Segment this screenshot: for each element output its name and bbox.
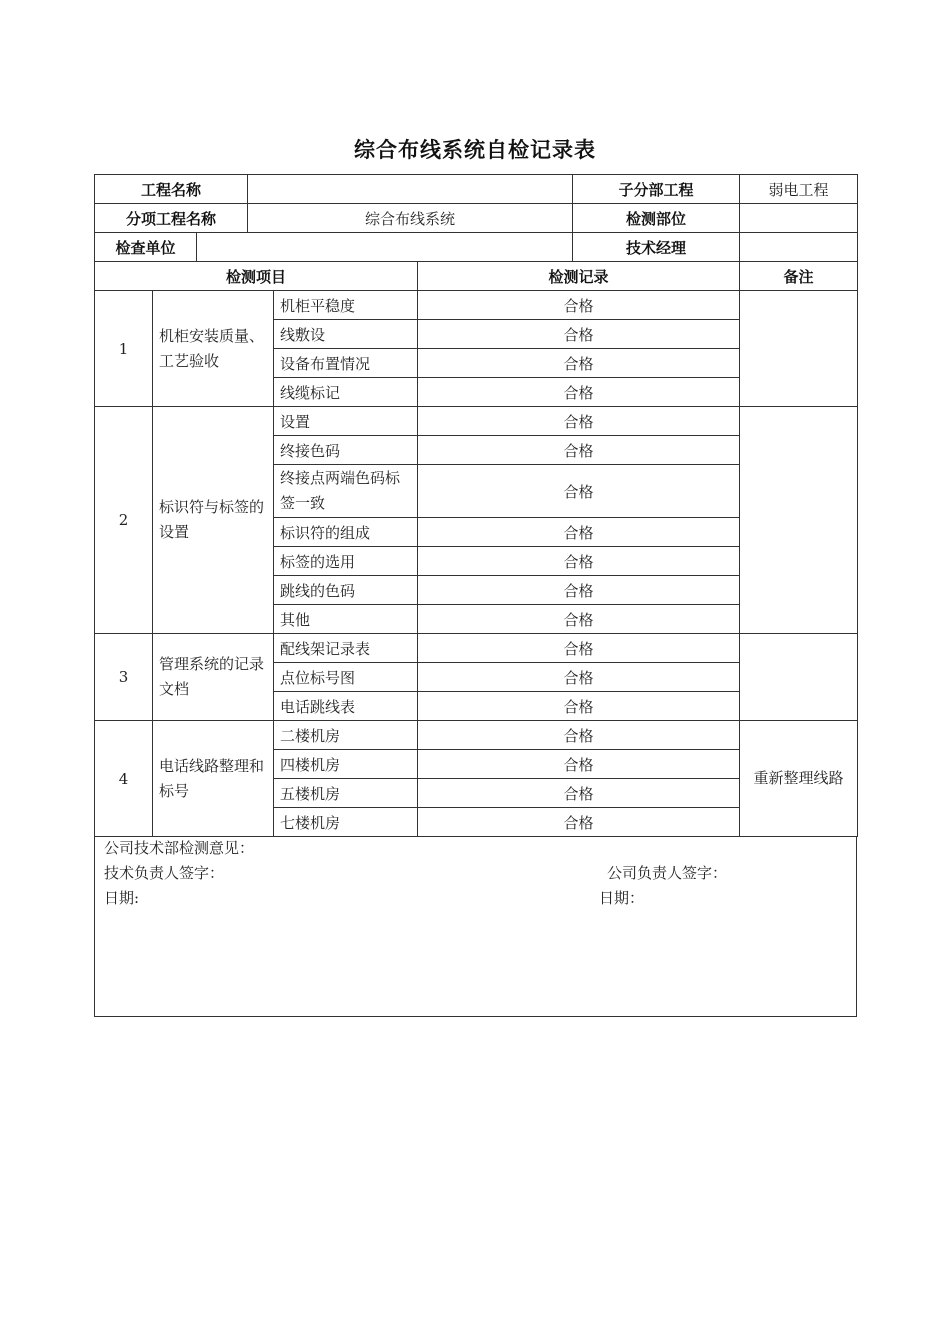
check-item: 标签的选用 [274,547,418,576]
tech-manager-label: 技术经理 [573,233,740,262]
item-project-label: 分项工程名称 [95,204,248,233]
tech-sign-label: 技术负责人签字： [104,864,225,882]
check-result[interactable]: 合格 [418,750,740,779]
check-result[interactable]: 合格 [418,634,740,663]
group-remark[interactable] [740,634,858,721]
date-line [104,886,847,911]
group-number: 3 [95,634,153,721]
group-remark[interactable] [740,407,858,634]
sign-line [104,861,847,886]
check-result[interactable]: 合格 [418,436,740,465]
check-result[interactable]: 合格 [418,407,740,436]
form-header-table [94,174,858,233]
group-remark[interactable]: 重新整理线路 [740,721,858,837]
signature-section[interactable] [95,836,857,1017]
opinion-label: 公司技术部检测意见： [104,839,255,857]
group-name: 电话线路整理和标号 [153,721,274,837]
check-result[interactable]: 合格 [418,518,740,547]
check-item: 终接色码 [274,436,418,465]
group-name: 标识符与标签的设置 [153,407,274,634]
check-item: 设备布置情况 [274,349,418,378]
check-result[interactable]: 合格 [418,779,740,808]
inspect-unit-value[interactable] [197,233,573,262]
check-item: 五楼机房 [274,779,418,808]
check-result[interactable]: 合格 [418,808,740,837]
project-name-value[interactable] [248,175,573,204]
check-item: 点位标号图 [274,663,418,692]
check-item: 机柜平稳度 [274,291,418,320]
sub-project-label: 子分部工程 [573,175,740,204]
check-item: 电话跳线表 [274,692,418,721]
col-header-record: 检测记录 [418,262,740,291]
date-left-label: 日期: [104,889,140,907]
check-result[interactable]: 合格 [418,605,740,634]
inspect-unit-label: 检查单位 [95,233,197,262]
check-item: 线敷设 [274,320,418,349]
check-result[interactable]: 合格 [418,692,740,721]
group-name: 管理系统的记录文档 [153,634,274,721]
sub-project-value[interactable]: 弱电工程 [740,175,858,204]
check-item: 终接点两端色码标签一致 [274,465,418,518]
inspection-table [94,261,858,837]
table-row [95,634,858,663]
check-result[interactable]: 合格 [418,721,740,750]
check-item: 跳线的色码 [274,576,418,605]
check-result[interactable]: 合格 [418,576,740,605]
check-item: 七楼机房 [274,808,418,837]
project-name-label: 工程名称 [95,175,248,204]
signature-table [94,836,857,1017]
item-project-value[interactable]: 综合布线系统 [248,204,573,233]
page-title: 综合布线系统自检记录表 [354,138,596,162]
form-unit-table [94,232,858,262]
check-result[interactable]: 合格 [418,547,740,576]
check-item: 四楼机房 [274,750,418,779]
date-right-label: 日期： [599,889,645,907]
col-header-remark: 备注 [740,262,858,291]
group-number: 2 [95,407,153,634]
tech-manager-value[interactable] [740,233,858,262]
group-name: 机柜安装质量、工艺验收 [153,291,274,407]
check-result[interactable]: 合格 [418,378,740,407]
check-result[interactable]: 合格 [418,291,740,320]
table-row [95,291,858,320]
check-item: 二楼机房 [274,721,418,750]
check-item: 其他 [274,605,418,634]
group-number: 4 [95,721,153,837]
table-row [95,721,858,750]
check-item: 设置 [274,407,418,436]
inspect-part-label: 检测部位 [573,204,740,233]
group-remark[interactable] [740,291,858,407]
check-result[interactable]: 合格 [418,465,740,518]
table-row [95,407,858,436]
group-number: 1 [95,291,153,407]
check-result[interactable]: 合格 [418,663,740,692]
check-item: 线缆标记 [274,378,418,407]
opinion-line [104,836,847,861]
check-item: 标识符的组成 [274,518,418,547]
col-header-item: 检测项目 [95,262,418,291]
inspection-form [94,174,857,1017]
inspect-part-value[interactable] [740,204,858,233]
check-result[interactable]: 合格 [418,320,740,349]
check-item: 配线架记录表 [274,634,418,663]
company-sign-label: 公司负责人签字： [607,864,728,882]
check-result[interactable]: 合格 [418,349,740,378]
